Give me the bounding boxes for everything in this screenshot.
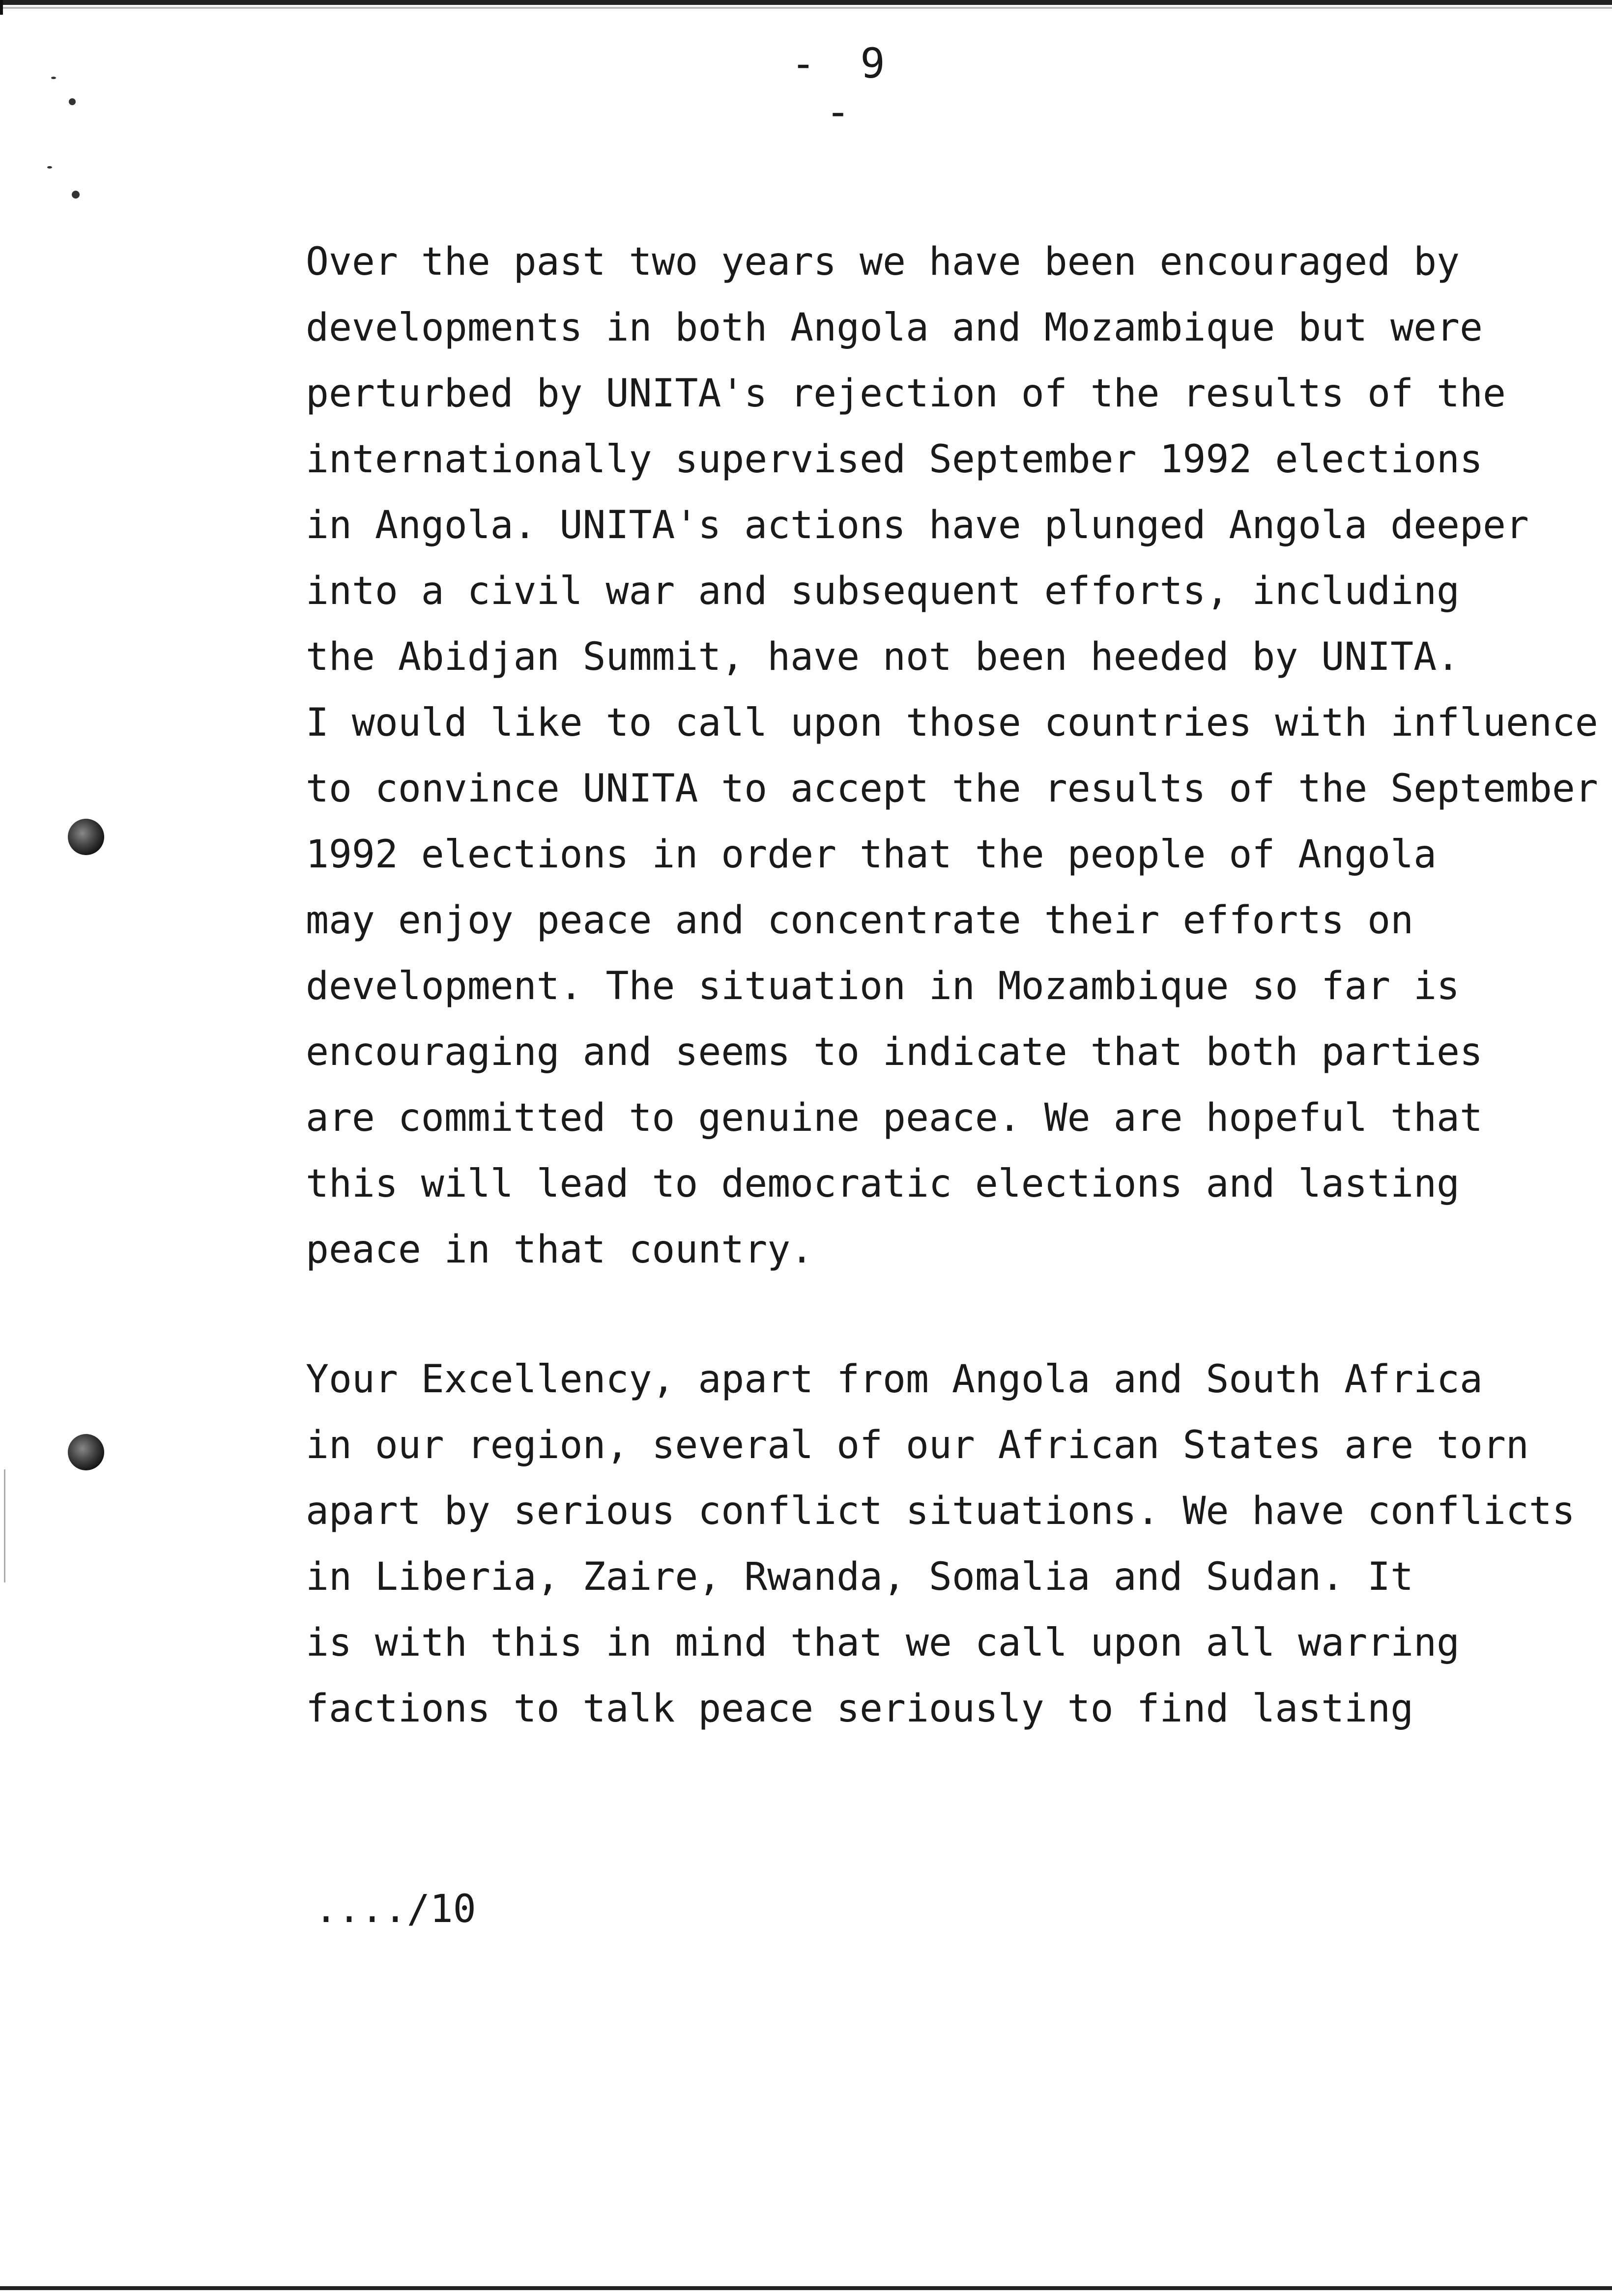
top-faint-rule (0, 7, 1612, 9)
punch-hole (68, 1434, 104, 1470)
text-line: peace in that country. (306, 1228, 814, 1272)
bottom-border-rule (0, 2286, 1612, 2290)
page-number: - 9 - (791, 39, 895, 136)
left-edge-tick (0, 0, 3, 15)
text-line: in Liberia, Zaire, Rwanda, Somalia and Sudan. It (306, 1555, 1414, 1599)
margin-speck (69, 98, 76, 105)
text-line: to convince UNITA to accept the results of the September (306, 767, 1598, 811)
margin-speck (47, 166, 52, 169)
text-line: I would like to call upon those countries with influence (306, 701, 1598, 745)
top-border-rule (0, 0, 1612, 5)
text-line: factions to talk peace seriously to find lasting (306, 1687, 1414, 1731)
text-line: Over the past two years we have been encouraged by (306, 240, 1460, 284)
text-line: 1992 elections in order that the people of Angola (306, 832, 1437, 877)
margin-speck (51, 77, 56, 79)
margin-mark (4, 1469, 5, 1582)
text-line: the Abidjan Summit, have not been heeded by UNITA. (306, 635, 1460, 679)
text-line: is with this in mind that we call upon all warring (306, 1621, 1460, 1665)
text-line: are committed to genuine peace. We are hopeful that (306, 1096, 1483, 1140)
text-line: Your Excellency, apart from Angola and South Africa (306, 1357, 1483, 1402)
text-line: apart by serious conflict situations. We have conflicts (306, 1489, 1575, 1533)
text-line: encouraging and seems to indicate that both parties (306, 1030, 1483, 1074)
continuation-marker: ..../10 (315, 1887, 476, 1931)
paragraph-angola-mozambique (306, 229, 1598, 1283)
text-line: internationally supervised September 1992 elections (306, 437, 1483, 482)
text-line: this will lead to democratic elections and lasting (306, 1162, 1460, 1206)
text-line: in Angola. UNITA's actions have plunged Angola deeper (306, 503, 1529, 547)
text-line: in our region, several of our African States are torn (306, 1423, 1529, 1467)
text-line: development. The situation in Mozambique so far is (306, 964, 1460, 1008)
text-line: into a civil war and subsequent efforts, including (306, 569, 1460, 613)
text-line: may enjoy peace and concentrate their efforts on (306, 898, 1414, 943)
text-line: developments in both Angola and Mozambique but were (306, 306, 1483, 350)
paragraph-regional-conflicts (306, 1347, 1575, 1742)
text-line: perturbed by UNITA's rejection of the results of the (306, 372, 1506, 416)
punch-hole (68, 819, 104, 855)
margin-speck (72, 191, 80, 199)
